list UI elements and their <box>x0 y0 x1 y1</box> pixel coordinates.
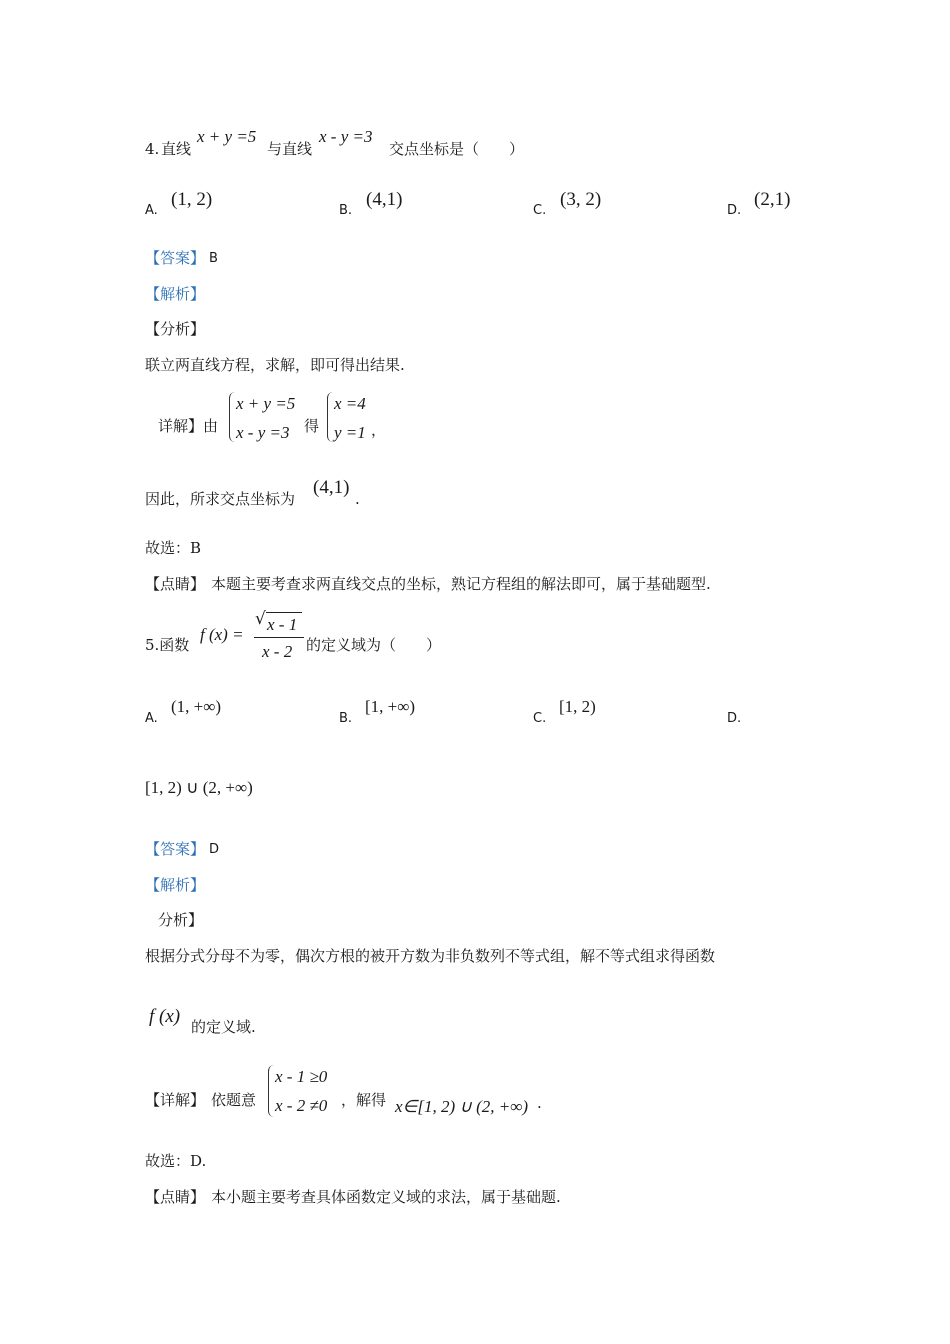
q5-detail-text: 依题意 <box>211 1091 257 1109</box>
q5-option-c-value: [1, 2) <box>559 697 596 716</box>
q4-option-c-label: C. <box>533 203 547 218</box>
q4-text-3: 交点坐标是（ ） <box>389 140 525 158</box>
q5-dianjing-text: 本小题主要考查具体函数定义域的求法，属于基础题. <box>211 1188 561 1206</box>
q5-answer-value: D <box>209 842 220 857</box>
q4-option-b-value: (4,1) <box>366 189 403 210</box>
q4-detail-tag: 详解】由 <box>158 417 219 435</box>
q5-result: x∈[1, 2) ∪ (2, +∞) <box>395 1097 528 1116</box>
q5-dianjing-tag: 【点睛】 <box>145 1188 206 1206</box>
q4-system1-line2: x - y =3 <box>236 423 290 442</box>
q5-analysis-tag: 【解析】 <box>145 876 206 894</box>
q5-fraction-bar <box>254 637 304 638</box>
q4-system1-brace <box>229 392 236 442</box>
q5-system-brace <box>268 1065 275 1117</box>
q4-fenxi-text: 联立两直线方程，求解，即可得出结果. <box>145 356 405 374</box>
q4-system2-line2: y =1 <box>334 423 366 442</box>
q4-conclusion-period: . <box>355 490 360 508</box>
q4-option-d-label: D. <box>727 203 742 218</box>
q5-fenxi-tag: 分析】 <box>158 911 204 929</box>
q4-answer-value: B <box>209 251 218 266</box>
q5-numerator: x - 1 <box>267 615 298 634</box>
q5-guxuan: 故选：D. <box>145 1152 207 1170</box>
q5-sqrt-bar <box>266 612 302 613</box>
q5-number: 5.函数 <box>145 636 190 654</box>
q5-system-line2: x - 2 ≠0 <box>275 1096 328 1115</box>
q5-fx: f (x) <box>149 1006 181 1027</box>
q5-answer-tag: 【答案】 <box>145 840 206 858</box>
q5-result-dot: . <box>537 1094 542 1112</box>
q5-function-lhs: f (x) = <box>200 625 244 644</box>
q4-guxuan: 故选：B <box>145 539 202 557</box>
q4-number: 4. <box>145 140 160 158</box>
q4-dianjing-text: 本题主要考查求两直线交点的坐标，熟记方程组的解法即可，属于基础题型. <box>211 575 711 593</box>
q5-option-a-label: A. <box>145 711 158 726</box>
q5-fenxi-text: 根据分式分母不为零，偶次方根的被开方数为非负数列不等式组，解不等式组求得函数 <box>145 947 716 965</box>
q4-dianjing-tag: 【点睛】 <box>145 575 206 593</box>
q5-option-d-label: D. <box>727 711 742 726</box>
q4-system2-line1: x =4 <box>334 394 366 413</box>
q5-sqrt-sign: √ <box>255 609 266 629</box>
q5-option-a-value: (1, +∞) <box>171 697 222 716</box>
q4-text-1: 直线 <box>161 140 192 158</box>
q5-jiede: ，解得 <box>341 1091 387 1109</box>
q4-system2-brace <box>327 392 334 442</box>
q5-option-b-value: [1, +∞) <box>365 697 416 716</box>
q4-answer-tag: 【答案】 <box>145 249 206 267</box>
q4-fenxi-tag: 【分析】 <box>145 320 206 338</box>
q4-equation-1: x + y =5 <box>197 127 257 146</box>
q4-conclusion-text: 因此，所求交点坐标为 <box>145 490 296 508</box>
q4-option-b-label: B. <box>339 203 353 218</box>
q5-fenxi-text2: 的定义域. <box>191 1018 256 1036</box>
q4-system1-line1: x + y =5 <box>236 394 296 413</box>
q4-option-d-value: (2,1) <box>754 189 791 210</box>
q4-comma: ， <box>371 421 387 439</box>
q4-option-c-value: (3, 2) <box>560 189 602 210</box>
q5-option-d-value: [1, 2) ∪ (2, +∞) <box>145 778 253 797</box>
q4-text-2: 与直线 <box>267 140 313 158</box>
q5-text-1: 的定义域为（ ） <box>306 636 442 654</box>
q5-denominator: x - 2 <box>262 642 293 661</box>
q4-option-a-label: A. <box>145 203 158 218</box>
q5-option-c-label: C. <box>533 711 547 726</box>
q5-detail-tag: 【详解】 <box>145 1091 206 1109</box>
q5-option-b-label: B. <box>339 711 353 726</box>
q5-system-line1: x - 1 ≥0 <box>275 1067 328 1086</box>
q4-option-a-value: (1, 2) <box>171 189 213 210</box>
q4-de: 得 <box>304 417 320 435</box>
q4-equation-2: x - y =3 <box>319 127 373 146</box>
q4-analysis-tag: 【解析】 <box>145 285 206 303</box>
q4-conclusion-value: (4,1) <box>313 477 350 498</box>
